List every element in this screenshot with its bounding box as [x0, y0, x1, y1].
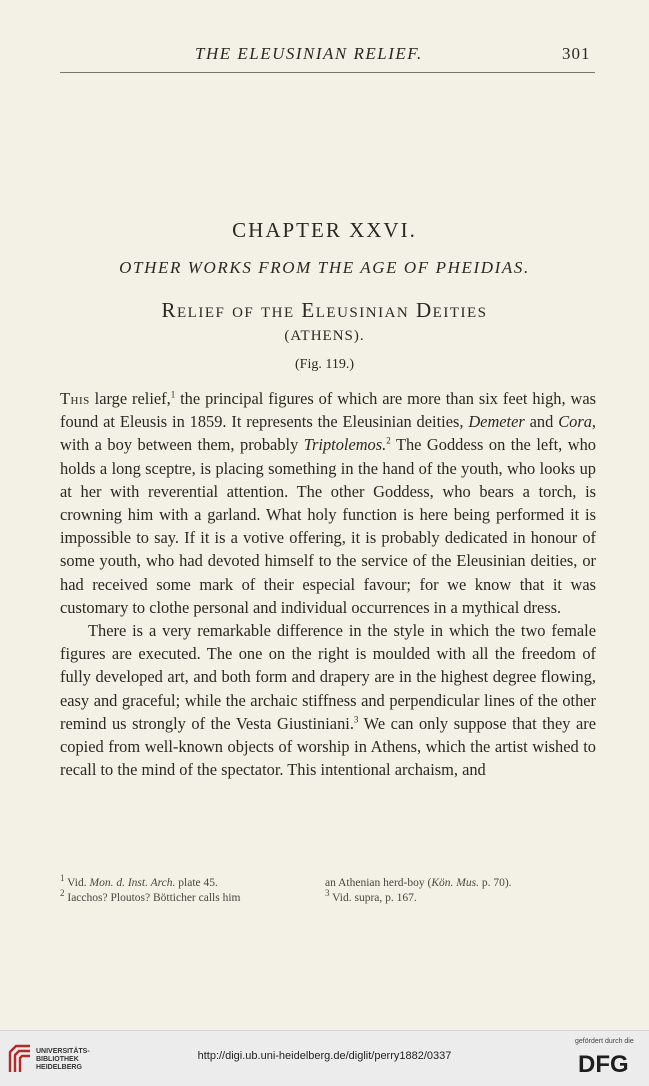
page-number: 301 [562, 44, 591, 63]
footnote-number: 1 [60, 873, 65, 884]
footnote-1 [60, 873, 320, 891]
footnote-text: an Athenian herd-boy ( [325, 877, 432, 889]
note-ref-3: 3 [353, 714, 359, 725]
note-ref-2: 2 [386, 435, 391, 446]
footnote-number: 2 [60, 887, 65, 898]
digitization-footer [0, 1030, 649, 1086]
section-location: (ATHENS). [284, 328, 365, 344]
paragraph-text: and [524, 412, 559, 432]
running-head [0, 44, 649, 68]
paragraph-2 [60, 619, 596, 781]
footnote-number: 3 [325, 887, 330, 898]
paragraph-text: , with a boy between them, probably [60, 412, 596, 455]
paragraph-text: There is a very remarkable difference in the style in which the two female figures are executed. The one on the right is moulded with all the freedom of fully developed art, and both form and drapery are in the highest degree flowing, easy and graceful; while the archaic stiffness and perpendicular lines of the other remind us strongly of the Vesta Giustiniani. [60, 621, 596, 733]
name-demeter: Demeter [468, 412, 525, 432]
funded-by-label: gefördert durch die [575, 1038, 634, 1045]
footnote-text: Mon. d. Inst. Arch. [89, 877, 176, 889]
footnote-text: Kön. Mus. [431, 877, 479, 889]
library-name-line: HEIDELBERG [36, 1064, 82, 1071]
footnote-text: Vid. supra, p. 167. [332, 891, 417, 904]
figure-reference: (Fig. 119.) [295, 357, 354, 372]
footnotes-left-column [60, 873, 320, 905]
chapter-title: OTHER WORKS FROM THE AGE OF PHEIDIAS. [119, 258, 530, 277]
name-triptolemos: Triptolemos. [303, 435, 387, 455]
name-cora: Cora [558, 412, 592, 432]
header-rule [60, 72, 595, 73]
footnote-text: Vid. [67, 877, 90, 889]
paragraph-text: large relief, [89, 389, 171, 408]
source-url-link[interactable]: http://digi.ub.uni-heidelberg.de/diglit/perry1882/0337 [197, 1050, 452, 1062]
paragraph-text: the principal figures of which are more than six feet high, was found at Eleusis in 1859. It represents the Eleusinian deities, [60, 389, 597, 432]
footnote-text: p. 70). [478, 877, 512, 889]
running-head-title: THE ELEUSINIAN RELIEF. [195, 44, 423, 63]
paragraph-text: We can only suppose that they are copied from well-known objects of worship in Athens, which the artist wished to recall to the mind of the spectator. This intentional archaism, and [60, 713, 596, 780]
section-heading: Relief of the Eleusinian Deities [161, 298, 488, 322]
chapter-number: CHAPTER XXVI. [232, 218, 417, 242]
body-text [60, 387, 596, 781]
footnote-2-continued [325, 876, 585, 891]
footnotes-right-column [325, 876, 585, 905]
paragraph-1 [60, 387, 596, 619]
footnote-2 [60, 887, 320, 906]
dfg-logo: DFG [578, 1051, 629, 1078]
paragraph-text: The Goddess on the left, who holds a long sceptre, is placing something in the hand of the youth, who looks up at her with reverential attention. The other Goddess, who bears a torch, is crowning him with a garland. What holy function is here being performed it is impossible to say. If it is a votive offering, it is probably dedicated in honour of some youth, who had devoted himself to the service of the Eleusinian deities, or had received some mark of their especial favour; for we know that it was customary to clothe personal and individual occurrences in a mythical dress. [60, 435, 597, 617]
footnote-3 [325, 887, 585, 906]
lead-word: This [60, 389, 90, 408]
library-name-line: BIBLIOTHEK [36, 1056, 79, 1063]
library-name-line: UNIVERSITÄTS- [36, 1048, 90, 1055]
footnote-text: Iacchos? Ploutos? Bötticher calls him [67, 891, 241, 904]
footnote-text: plate 45. [175, 877, 218, 889]
note-ref-1: 1 [170, 389, 176, 400]
